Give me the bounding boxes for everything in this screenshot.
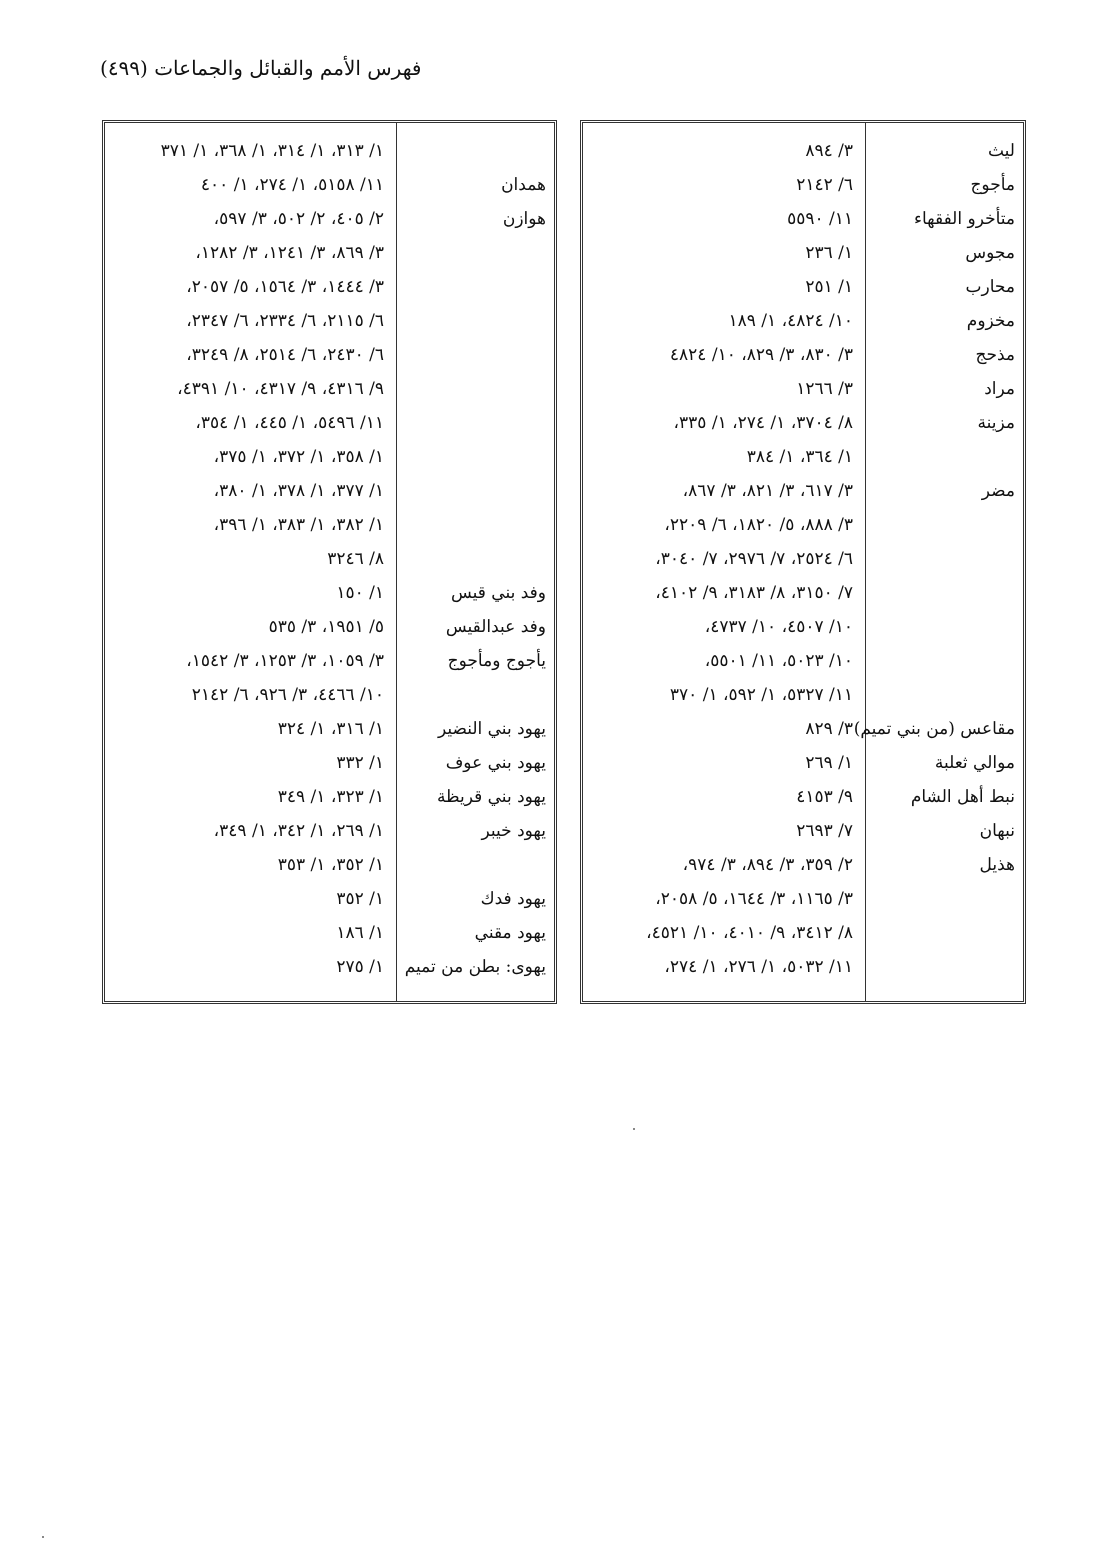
entry-name: متأخرو الفقهاء	[913, 209, 1015, 229]
index-entry	[583, 851, 1023, 885]
entry-references: ١/ ٣٢٣، ١/ ٣٤٩	[277, 787, 384, 807]
entry-references: ٩/ ٤٣١٦، ٩/ ٤٣١٧، ١٠/ ٤٣٩١،	[177, 379, 384, 399]
index-entry	[583, 341, 1023, 375]
entry-references: ١١/ ٥٣٢٧، ١/ ٥٩٢، ١/ ٣٧٠	[669, 685, 853, 705]
entry-name: هذيل	[979, 855, 1015, 875]
page-header	[0, 56, 1117, 86]
index-entry	[105, 171, 554, 205]
entry-references: ١/ ٢٦٩، ١/ ٣٤٢، ١/ ٣٤٩،	[213, 821, 384, 841]
index-entry	[583, 409, 1023, 443]
index-entry	[105, 239, 554, 273]
entry-name: هوازن	[502, 209, 546, 229]
index-entry	[105, 307, 554, 341]
entry-name: مأجوج	[970, 175, 1015, 195]
entry-name: يهوى: بطن من تميم	[404, 957, 546, 977]
entry-references: ٨/ ٣٤١٢، ٩/ ٤٠١٠، ١٠/ ٤٥٢١،	[646, 923, 853, 943]
entry-name: محارب	[965, 277, 1015, 297]
index-entry	[583, 613, 1023, 647]
entry-references: ١/ ٣١٦، ١/ ٣٢٤	[277, 719, 384, 739]
index-entry	[105, 511, 554, 545]
entry-references: ٧/ ٣١٥٠، ٨/ ٣١٨٣، ٩/ ٤١٠٢،	[655, 583, 853, 603]
entry-name: يأجوج ومأجوج	[447, 651, 546, 671]
entry-references: ١١/ ٥٠٣٢، ١/ ٢٧٦، ١/ ٢٧٤،	[664, 957, 853, 977]
entry-references: ٣/ ٨٢٩	[805, 719, 853, 739]
index-entry	[583, 647, 1023, 681]
entry-name: يهود مقني	[474, 923, 546, 943]
index-entry	[583, 171, 1023, 205]
index-rows-left	[105, 137, 554, 987]
entry-references: ١/ ١٨٦	[336, 923, 384, 943]
index-entry	[583, 239, 1023, 273]
index-entry	[583, 715, 1023, 749]
entry-name: نبهان	[979, 821, 1015, 841]
index-entry	[583, 783, 1023, 817]
entry-name: يهود فدك	[480, 889, 546, 909]
index-entry	[105, 885, 554, 919]
entry-references: ٦/ ٢٤٣٠، ٦/ ٢٥١٤، ٨/ ٣٢٤٩،	[186, 345, 384, 365]
entry-references: ٣/ ٨٩٤	[805, 141, 853, 161]
speck	[633, 1128, 635, 1130]
entry-references: ١/ ٣٥٨، ١/ ٣٧٢، ١/ ٣٧٥،	[213, 447, 384, 467]
entry-name: يهود بني عوف	[445, 753, 546, 773]
entry-references: ١/ ٣٦٤، ١/ ٣٨٤	[746, 447, 853, 467]
entry-name: مراد	[984, 379, 1015, 399]
index-entry	[105, 681, 554, 715]
entry-references: ١/ ٣٨٢، ١/ ٣٨٣، ١/ ٣٩٦،	[213, 515, 384, 535]
index-entry	[105, 579, 554, 613]
entry-references: ٣/ ٨٨٨، ٥/ ١٨٢٠، ٦/ ٢٢٠٩،	[664, 515, 853, 535]
index-entry	[105, 341, 554, 375]
entry-references: ١٠/ ٤٤٦٦، ٣/ ٩٢٦، ٦/ ٢١٤٢	[191, 685, 384, 705]
entry-references: ٣/ ٦١٧، ٣/ ٨٢١، ٣/ ٨٦٧،	[682, 481, 853, 501]
index-entry	[583, 375, 1023, 409]
entry-references: ١/ ٢٥١	[805, 277, 853, 297]
entry-references: ٧/ ٢٦٩٣	[796, 821, 853, 841]
index-entry	[105, 851, 554, 885]
index-entry	[105, 375, 554, 409]
index-entry	[583, 953, 1023, 987]
index-table-right	[580, 120, 1026, 1004]
entry-name: وفد عبدالقيس	[445, 617, 546, 637]
entry-references: ١/ ٣١٣، ١/ ٣١٤، ١/ ٣٦٨، ١/ ٣٧١	[160, 141, 384, 161]
entry-references: ١/ ٢٣٦	[805, 243, 853, 263]
entry-references: ١١/ ٥٥٩٠	[787, 209, 853, 229]
entry-name: مذحج	[975, 345, 1015, 365]
index-entry	[105, 545, 554, 579]
entry-references: ١٠/ ٤٥٠٧، ١٠/ ٤٧٣٧،	[704, 617, 853, 637]
entry-name: مقاعس (من بني تميم)	[853, 719, 1015, 739]
entry-references: ٣/ ١٠٥٩، ٣/ ١٢٥٣، ٣/ ١٥٤٢،	[186, 651, 384, 671]
entry-references: ٥/ ١٩٥١، ٣/ ٥٣٥	[268, 617, 384, 637]
entry-references: ٨/ ٣٢٤٦	[327, 549, 384, 569]
index-entry	[105, 477, 554, 511]
index-entry	[583, 919, 1023, 953]
entry-references: ١١/ ٥٤٩٦، ١/ ٤٤٥، ١/ ٣٥٤،	[195, 413, 384, 433]
index-entry	[583, 749, 1023, 783]
entry-references: ١/ ٢٦٩	[805, 753, 853, 773]
entry-name: نبط أهل الشام	[910, 787, 1015, 807]
index-entry	[105, 715, 554, 749]
index-entry	[583, 817, 1023, 851]
entry-references: ٣/ ٨٣٠، ٣/ ٨٢٩، ١٠/ ٤٨٢٤	[669, 345, 853, 365]
index-entry	[583, 205, 1023, 239]
index-entry	[105, 443, 554, 477]
entry-references: ٣/ ١٢٦٦	[796, 379, 853, 399]
entry-references: ١/ ١٥٠	[336, 583, 384, 603]
entry-references: ١١/ ٥١٥٨، ١/ ٢٧٤، ١/ ٤٠٠	[200, 175, 384, 195]
index-entry	[583, 443, 1023, 477]
index-entry	[583, 307, 1023, 341]
entry-references: ١/ ٢٧٥	[336, 957, 384, 977]
index-entry	[105, 749, 554, 783]
entry-name: مضر	[981, 481, 1015, 501]
entry-references: ١٠/ ٥٠٢٣، ١١/ ٥٥٠١،	[704, 651, 853, 671]
index-entry	[583, 579, 1023, 613]
entry-name: يهود بني النضير	[437, 719, 546, 739]
entry-name: يهود خيبر	[481, 821, 546, 841]
entry-name: مجوس	[965, 243, 1015, 263]
index-entry	[105, 205, 554, 239]
entry-references: ١٠/ ٤٨٢٤، ١/ ١٨٩	[728, 311, 853, 331]
index-entry	[105, 647, 554, 681]
index-entry	[583, 681, 1023, 715]
entry-name: يهود بني قريظة	[436, 787, 546, 807]
index-entry	[105, 613, 554, 647]
page-title: فهرس الأمم والقبائل والجماعات (٤٩٩)	[100, 56, 422, 80]
index-entry	[583, 511, 1023, 545]
entry-references: ١/ ٣٥٢، ١/ ٣٥٣	[277, 855, 384, 875]
index-entry	[105, 919, 554, 953]
entry-references: ١/ ٣٥٢	[336, 889, 384, 909]
index-entry	[105, 817, 554, 851]
entry-references: ٩/ ٤١٥٣	[796, 787, 853, 807]
entry-references: ١/ ٣٣٢	[336, 753, 384, 773]
index-entry	[583, 137, 1023, 171]
entry-references: ٣/ ٨٦٩، ٣/ ١٢٤١، ٣/ ١٢٨٢،	[195, 243, 384, 263]
index-entry	[105, 409, 554, 443]
entry-name: ليث	[987, 141, 1015, 161]
entry-name: مزينة	[977, 413, 1015, 433]
entry-name: وفد بني قيس	[450, 583, 546, 603]
index-entry	[583, 545, 1023, 579]
entry-references: ٢/ ٤٠٥، ٢/ ٥٠٢، ٣/ ٥٩٧،	[213, 209, 384, 229]
entry-references: ٦/ ٢١٤٢	[796, 175, 853, 195]
entry-references: ٨/ ٣٧٠٤، ١/ ٢٧٤، ١/ ٣٣٥،	[673, 413, 853, 433]
entry-name: موالي ثعلبة	[934, 753, 1015, 773]
speck	[42, 1536, 44, 1538]
entry-references: ٣/ ١٤٤٤، ٣/ ١٥٦٤، ٥/ ٢٠٥٧،	[186, 277, 384, 297]
index-entry	[105, 273, 554, 307]
entry-references: ٦/ ٢٥٢٤، ٧/ ٢٩٧٦، ٧/ ٣٠٤٠،	[655, 549, 853, 569]
entry-name: مخزوم	[966, 311, 1015, 331]
index-entry	[105, 783, 554, 817]
index-entry	[583, 885, 1023, 919]
entry-references: ١/ ٣٧٧، ١/ ٣٧٨، ١/ ٣٨٠،	[213, 481, 384, 501]
index-entry	[583, 477, 1023, 511]
entry-references: ٢/ ٣٥٩، ٣/ ٨٩٤، ٣/ ٩٧٤،	[682, 855, 853, 875]
entry-references: ٦/ ٢١١٥، ٦/ ٢٣٣٤، ٦/ ٢٣٤٧،	[186, 311, 384, 331]
index-entry	[105, 953, 554, 987]
entry-name: همدان	[501, 175, 546, 195]
index-entry	[583, 273, 1023, 307]
index-table-left	[102, 120, 557, 1004]
index-rows-right	[583, 137, 1023, 987]
index-entry	[105, 137, 554, 171]
entry-references: ٣/ ١١٦٥، ٣/ ١٦٤٤، ٥/ ٢٠٥٨،	[655, 889, 853, 909]
